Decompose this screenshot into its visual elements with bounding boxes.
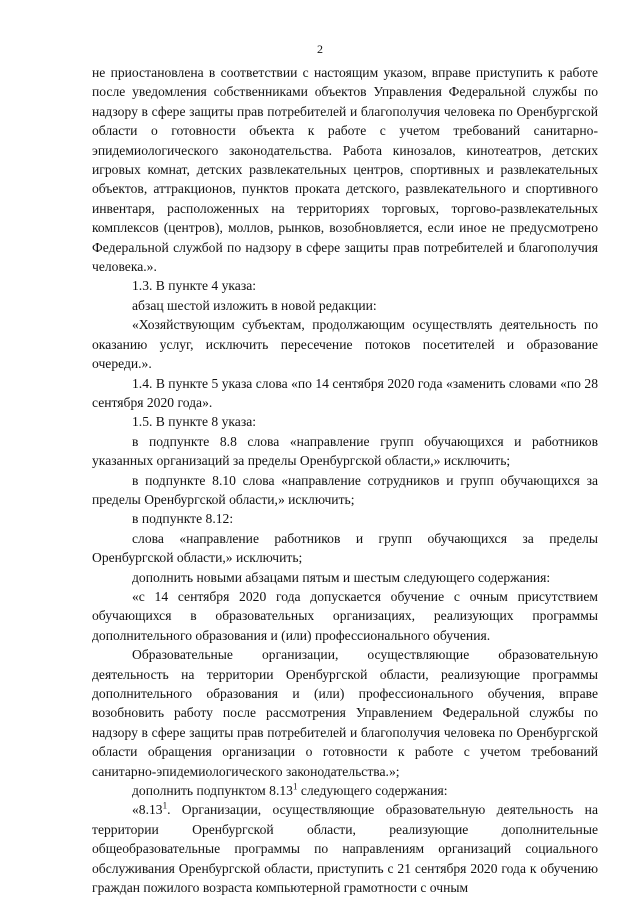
- paragraph: 1.5. В пункте 8 указа:: [132, 414, 257, 430]
- paragraph-text: . Организации, осуществляющие образовательную деятельность на территории Оренбургской области, реализующие дополнительные общеобразовательные программы по направлениям организаций социального обслуживания Оренбургской области, приступить с 21 сентября 2020 года к обучению граждан пожилого возраста компьютерной грамотности с очным: [92, 802, 598, 896]
- paragraph-text: «8.13: [132, 802, 163, 818]
- paragraph: не приостановлена в соответствии с настоящим указом, вправе приступить к работе после уведомления собственниками объектов Управления Федеральной службы по надзору в сфере защиты прав потребителей и благополучия человека по Оренбургской области о готовности объекта к работе с учетом требований санитарно-эпидемиологического законодательства. Работа кинозалов, кинотеатров, детских игровых комнат, детских развлекательных центров, спортивных и развлекательных объектов, аттракционов, пунктов проката детского, развлекательного и спортивного инвентаря, расположенных на территориях торговых, торгово-развлекательных комплексов (центров), моллов, рынков, возобновляется, если иное не предусмотрено Федеральной службой по надзору в сфере защиты прав потребителей и благополучия человека.».: [92, 65, 598, 275]
- paragraph: абзац шестой изложить в новой редакции:: [132, 297, 377, 313]
- document-body: [92, 63, 598, 897]
- paragraph: 1.3. В пункте 4 указа:: [132, 278, 257, 294]
- paragraph-text: дополнить подпунктом 8.13: [132, 783, 293, 799]
- paragraph: «Хозяйствующим субъектам, продолжающим осуществлять деятельность по оказанию услуг, исключить пересечение потоков посетителей и образование очереди.».: [92, 317, 598, 372]
- paragraph: в подпункте 8.8 слова «направление групп обучающихся и работников указанных организаций за пределы Оренбургской области,» исключить;: [92, 433, 598, 469]
- paragraph: в подпункте 8.12:: [132, 511, 234, 527]
- paragraph: дополнить новыми абзацами пятым и шестым следующего содержания:: [132, 569, 551, 585]
- paragraph: Образовательные организации, осуществляющие образовательную деятельность на территории Оренбургской области, реализующие программы дополнительного образования и (или) профессионального обучения, вправе возобновить работу после рассмотрения Управлением Федеральной службы по надзору в сфере защиты прав потребителей и благополучия человека по Оренбургской области обращения организации о готовности к работе с учетом требований санитарно-эпидемиологического законодательства.»;: [92, 647, 598, 779]
- superscript: 1: [162, 800, 168, 811]
- page-number: 2: [317, 42, 323, 56]
- paragraph-text: следующего содержания:: [297, 783, 448, 799]
- paragraph: [92, 781, 598, 800]
- paragraph: 1.4. В пункте 5 указа слова «по 14 сентября 2020 года «заменить словами «по 28 сентября 2020 года».: [92, 375, 598, 410]
- paragraph: в подпункте 8.10 слова «направление сотрудников и групп обучающихся за пределы Оренбургской области,» исключить;: [92, 472, 598, 507]
- paragraph: «с 14 сентября 2020 года допускается обучение с очным присутствием обучающихся в образовательных организациях, реализующих программы дополнительного образования и (или) профессионального обучения.: [92, 588, 598, 643]
- superscript: 1: [292, 781, 298, 792]
- paragraph: слова «направление работников и групп обучающихся за пределы Оренбургской области,» исключить;: [92, 530, 598, 566]
- paragraph: [92, 800, 598, 897]
